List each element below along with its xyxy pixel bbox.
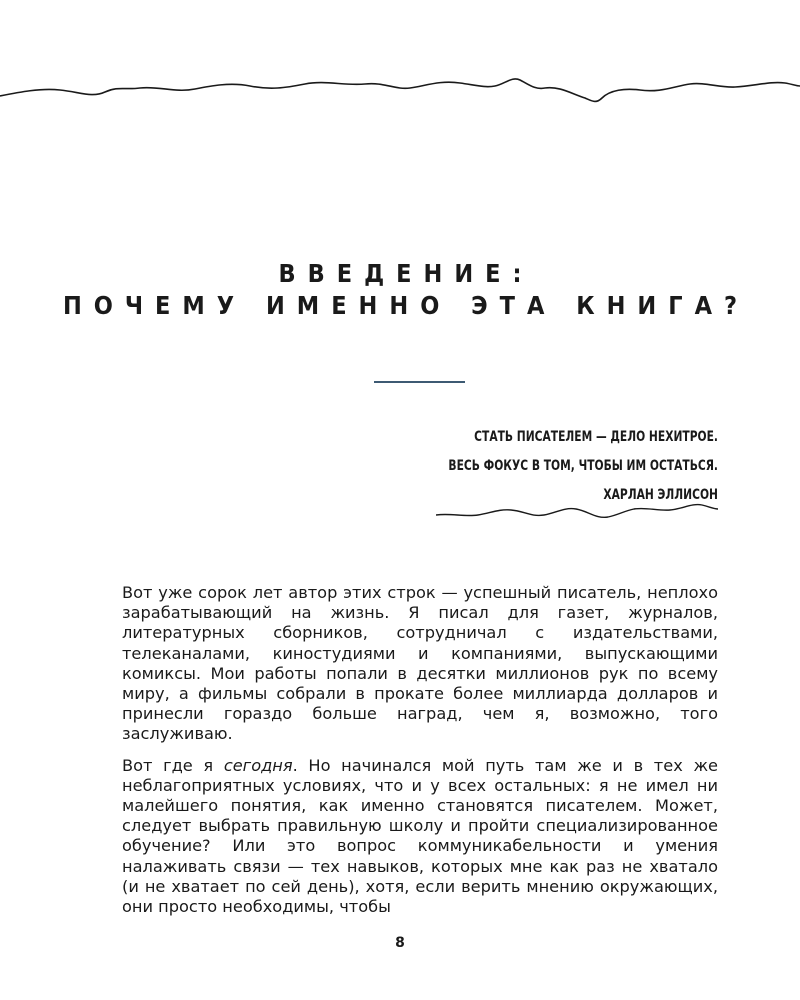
paragraph-2 [122, 756, 718, 918]
paragraph-2-rest: . Но начинался мой путь там же и в тех же неблагоприятных условиях, что и у всех остальных: я не имел ни малейшего понятия, как именно становятся писателем. Может, следует выбрать правильную школу и пройти специализированное обучение? Или это вопрос коммуникабельности и умения налаживать связи — тех навыков, которых мне как раз не хватало (и не хватает по сей день), хотя, если верить мнению окружающих, они просто необходимы, чтобы [122, 755, 718, 917]
epigraph-author: ХАРЛАН ЭЛЛИСОН [603, 487, 718, 503]
paragraph-2-start: Вот где я [122, 755, 224, 775]
body-text [122, 583, 718, 928]
epigraph-line-1: СТАТЬ ПИСАТЕЛЕМ — ДЕЛО НЕХИТРОЕ. [474, 429, 718, 445]
page-title [0, 258, 800, 322]
paragraph-2-emphasis: сегодня [223, 755, 293, 775]
epigraph-line-2: ВЕСЬ ФОКУС В ТОМ, ЧТОБЫ ИМ ОСТАТЬСЯ. [448, 458, 718, 474]
page-number: 8 [395, 935, 405, 951]
decorative-wave-epigraph [436, 495, 718, 527]
title-line-1: ВВЕДЕНИЕ: [278, 259, 534, 288]
decorative-wave-top [0, 68, 800, 116]
title-line-2: ПОЧЕМУ ИМЕННО ЭТА КНИГА? [62, 291, 750, 320]
paragraph-1: Вот уже сорок лет автор этих строк — успешный писатель, неплохо зарабатывающий на жизнь. Я писал для газет, журналов, литературных сборников, сотрудничал с издательствами, телеканалами, киностудиями и компаниями, выпускающими комиксы. Мои работы попали в десятки миллионов рук по всему миру, а фильмы собрали в прокате более миллиарда долларов и принесли гораздо больше наград, чем я, возможно, того заслуживаю. [122, 583, 718, 744]
title-divider [374, 381, 465, 383]
